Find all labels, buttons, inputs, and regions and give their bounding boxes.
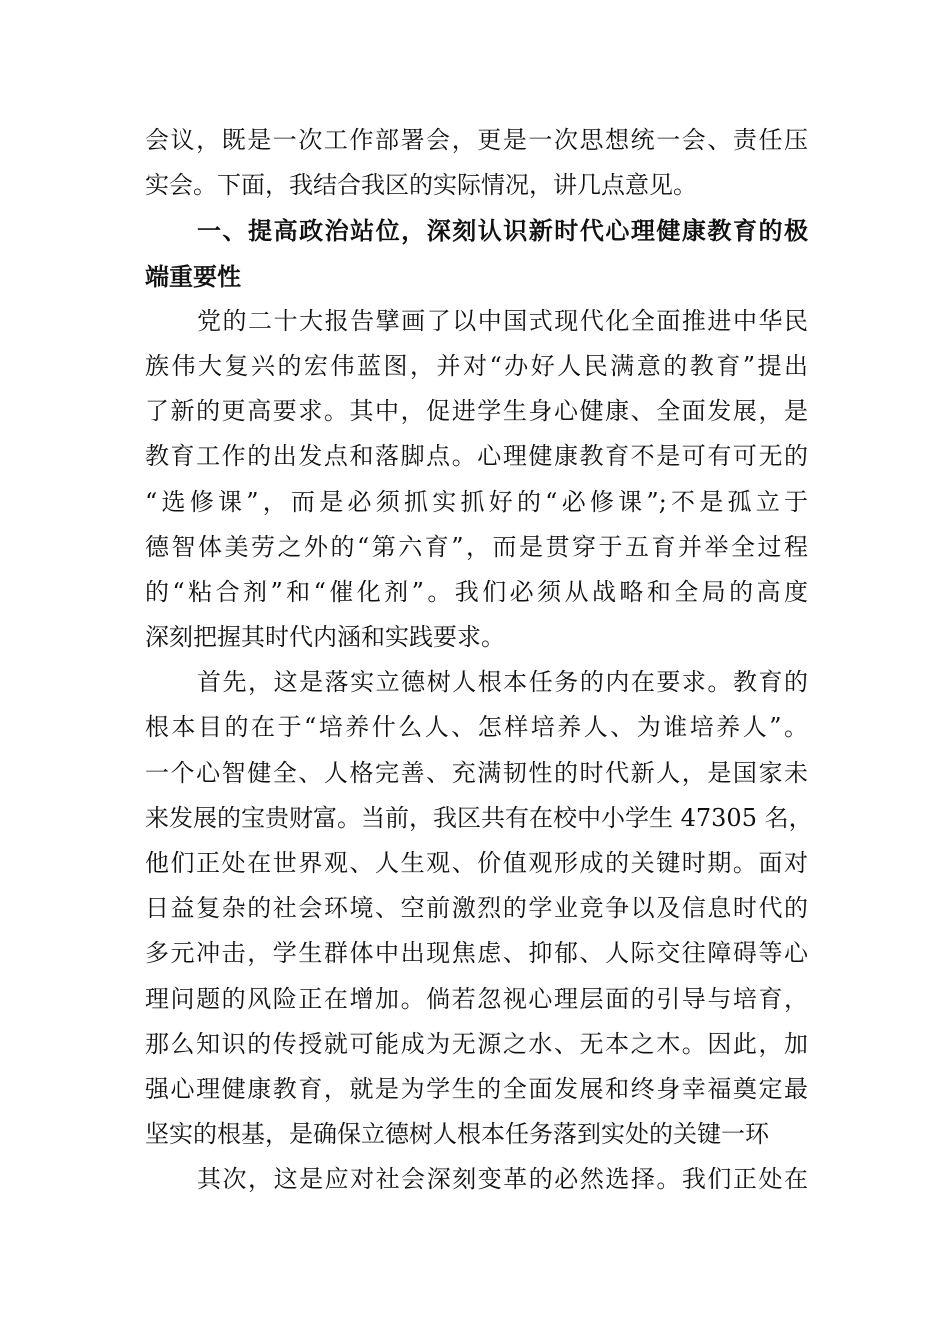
text-line: 那么知识的传授就可能成为无源之水、无本之木。因此，加	[145, 1029, 808, 1058]
text-line: 教育工作的出发点和落脚点。心理健康教育不是可有可无的	[145, 442, 808, 471]
text-line: 日益复杂的社会环境、空前激烈的学业竞争以及信息时代的	[145, 894, 808, 923]
body-paragraph	[145, 660, 813, 1157]
body-paragraph	[145, 299, 808, 661]
text-line: 强心理健康教育，就是为学生的全面发展和终身幸福奠定最	[145, 1074, 808, 1103]
text-line: 他们正处在世界观、人生观、价值观形成的关键时期。面对	[145, 849, 808, 877]
document-page	[145, 118, 813, 1203]
text-line: 理问题的风险正在增加。倘若忽视心理层面的引导与培育，	[145, 984, 808, 1013]
text-line: 端重要性	[145, 261, 241, 291]
section-heading	[145, 208, 808, 298]
text-line: 一、提高政治站位，深刻认识新时代心理健康教育的极	[197, 216, 808, 246]
text-line: 党的二十大报告擘画了以中国式现代化全面推进中华民	[197, 306, 808, 335]
text-line: “选修课”，而是必须抓实抓好的“必修课”;不是孤立于	[145, 487, 808, 516]
text-line: 坚实的根基，是确保立德树人根本任务落到实处的关键一环	[145, 1120, 769, 1149]
text-line: 族伟大复兴的宏伟蓝图，并对“办好人民满意的教育”提出	[145, 351, 808, 380]
text-line: 首先，这是落实立德树人根本任务的内在要求。教育的	[197, 668, 808, 697]
text-line: 了新的更高要求。其中，促进学生身心健康、全面发展，是	[145, 397, 808, 426]
text-line: 根本目的在于“培养什么人、怎样培养人、为谁培养人”。	[145, 713, 808, 742]
body-paragraph	[145, 118, 808, 208]
text-line: 其次，这是应对社会深刻变革的必然选择。我们正处在	[197, 1165, 808, 1194]
text-line: 会议，既是一次工作部署会，更是一次思想统一会、责任压	[145, 126, 808, 154]
body-paragraph	[145, 1157, 808, 1202]
text-line: 德智体美劳之外的“第六育”，而是贯穿于五育并举全过程	[145, 532, 808, 561]
text-line: 的“粘合剂”和“催化剂”。我们必须从战略和全局的高度	[145, 577, 808, 606]
text-line: 多元冲击，学生群体中出现焦虑、抑郁、人际交往障碍等心	[145, 939, 808, 968]
text-line: 来发展的宝贵财富。当前，我区共有在校中小学生 47305 名，	[145, 803, 813, 832]
text-line: 实会。下面，我结合我区的实际情况，讲几点意见。	[145, 171, 697, 200]
text-line: 深刻把握其时代内涵和实践要求。	[145, 623, 505, 652]
text-line: 一个心智健全、人格完善、充满韧性的时代新人，是国家未	[145, 758, 808, 787]
